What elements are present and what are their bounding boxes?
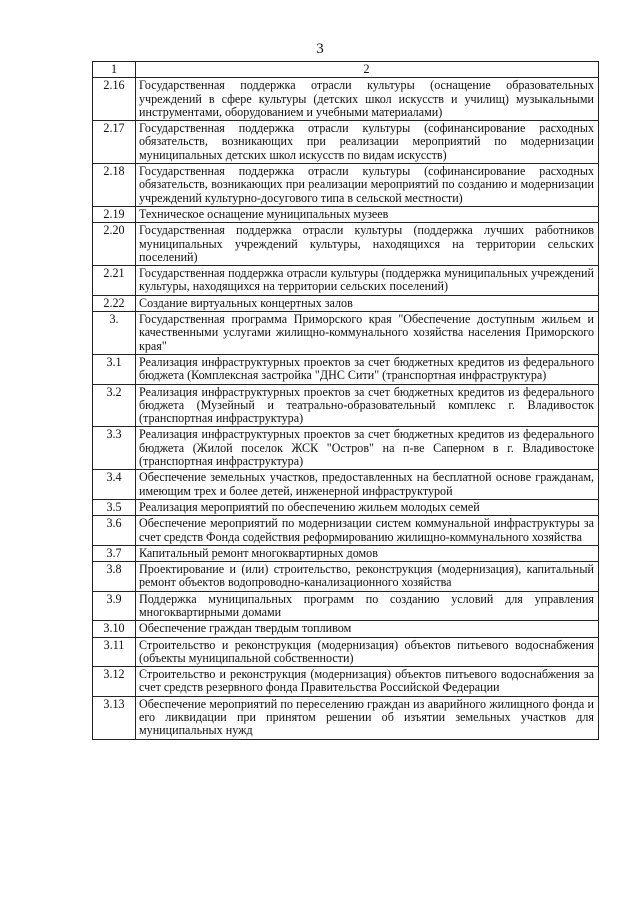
row-number: 3.8 — [93, 562, 136, 592]
row-title: Государственная поддержка отрасли культуры (софинансирование расходных обязательств, возникающих при реализации мероприятий по модернизации муниципальных детских школ искусств по видам искусств) — [136, 121, 599, 164]
row-title: Реализация инфраструктурных проектов за счет бюджетных кредитов из федерального бюджета (Музейный и театрально-образовательный комплекс г. Владивосток (транспортная инфраструктура) — [136, 384, 599, 427]
row-title: Реализация инфраструктурных проектов за счет бюджетных кредитов из федерального бюджета (Комплексная застройка "ДНС Сити" (транспортная инфраструктура) — [136, 354, 599, 384]
program-table — [92, 61, 599, 740]
row-title: Государственная программа Приморского края "Обеспечение доступным жильем и качественными услугами жилищно-коммунального хозяйства населения Приморского края" — [136, 312, 599, 355]
row-number: 3.4 — [93, 470, 136, 500]
table-row — [93, 164, 599, 207]
row-title: Государственная поддержка отрасли культуры (софинансирование расходных обязательств, возникающих при реализации мероприятий по созданию и модернизации учреждений культурно-досугового типа в сельской местности) — [136, 164, 599, 207]
table-row — [93, 499, 599, 515]
page-number: 3 — [316, 41, 324, 57]
table-row — [93, 621, 599, 637]
row-title: Обеспечение земельных участков, предоставленных на бесплатной основе гражданам, имеющим трех и более детей, инженерной инфраструктурой — [136, 470, 599, 500]
table-row — [93, 562, 599, 592]
table-row — [93, 312, 599, 355]
table-row — [93, 354, 599, 384]
row-number: 3.6 — [93, 516, 136, 546]
row-number: 2.18 — [93, 164, 136, 207]
row-number: 3.5 — [93, 499, 136, 515]
table-row — [93, 667, 599, 697]
table-row — [93, 591, 599, 621]
row-number: 3.12 — [93, 667, 136, 697]
table-row — [93, 427, 599, 470]
table-row — [93, 78, 599, 121]
table-row — [93, 470, 599, 500]
row-title: Строительство и реконструкция (модернизация) объектов питьевого водоснабжения (объекты муниципальной собственности) — [136, 637, 599, 667]
row-number: 2.17 — [93, 121, 136, 164]
table-row — [93, 545, 599, 561]
row-number: 2.21 — [93, 266, 136, 296]
table-row — [93, 121, 599, 164]
row-title: Государственная поддержка отрасли культуры (поддержка муниципальных учреждений культуры, находящихся на территории сельских поселений) — [136, 266, 599, 296]
row-number: 2.22 — [93, 295, 136, 311]
row-title: Государственная поддержка отрасли культуры (поддержка лучших работников муниципальных учреждений культуры, находящихся на территории сельских поселений) — [136, 223, 599, 266]
table-row — [93, 637, 599, 667]
row-number: 3.1 — [93, 354, 136, 384]
table-row — [93, 295, 599, 311]
row-number: 3.2 — [93, 384, 136, 427]
row-title: Техническое оснащение муниципальных музеев — [136, 206, 599, 222]
table-row — [93, 223, 599, 266]
row-number: 3.7 — [93, 545, 136, 561]
row-title: Проектирование и (или) строительство, реконструкция (модернизация), капитальный ремонт объектов водопроводно-канализационного хозяйства — [136, 562, 599, 592]
table-row — [93, 206, 599, 222]
table-row — [93, 266, 599, 296]
row-title: Обеспечение мероприятий по переселению граждан из аварийного жилищного фонда и его ликвидации при принятом решении об изъятии земельных участков для муниципальных нужд — [136, 696, 599, 739]
table-row — [93, 696, 599, 739]
row-number: 3.3 — [93, 427, 136, 470]
row-number: 2.19 — [93, 206, 136, 222]
row-title: Поддержка муниципальных программ по созданию условий для управления многоквартирными домами — [136, 591, 599, 621]
table-row — [93, 516, 599, 546]
row-number: 3.13 — [93, 696, 136, 739]
row-title: Обеспечение мероприятий по модернизации систем коммунальной инфраструктуры за счет средств Фонда содействия реформированию жилищно-коммунального хозяйства — [136, 516, 599, 546]
row-number: 3.10 — [93, 621, 136, 637]
row-title: Реализация инфраструктурных проектов за счет бюджетных кредитов из федерального бюджета (Жилой поселок ЖСК "Остров" на п-ве Саперном в г. Владивостоке (транспортная инфраструктура) — [136, 427, 599, 470]
row-number: 2.16 — [93, 78, 136, 121]
row-title: Реализация мероприятий по обеспечению жильем молодых семей — [136, 499, 599, 515]
column-header-title: 2 — [136, 62, 599, 78]
row-title: Создание виртуальных концертных залов — [136, 295, 599, 311]
row-number: 2.20 — [93, 223, 136, 266]
table-header-row — [93, 62, 599, 78]
row-title: Капитальный ремонт многоквартирных домов — [136, 545, 599, 561]
table-row — [93, 384, 599, 427]
row-title: Обеспечение граждан твердым топливом — [136, 621, 599, 637]
row-title: Государственная поддержка отрасли культуры (оснащение образовательных учреждений в сфере культуры (детских школ искусств и училищ) музыкальными инструментами, оборудованием и учебными материалами) — [136, 78, 599, 121]
row-number: 3.11 — [93, 637, 136, 667]
row-number: 3.9 — [93, 591, 136, 621]
row-number: 3. — [93, 312, 136, 355]
column-header-number: 1 — [93, 62, 136, 78]
row-title: Строительство и реконструкция (модернизация) объектов питьевого водоснабжения за счет средств резервного фонда Правительства Российской Федерации — [136, 667, 599, 697]
